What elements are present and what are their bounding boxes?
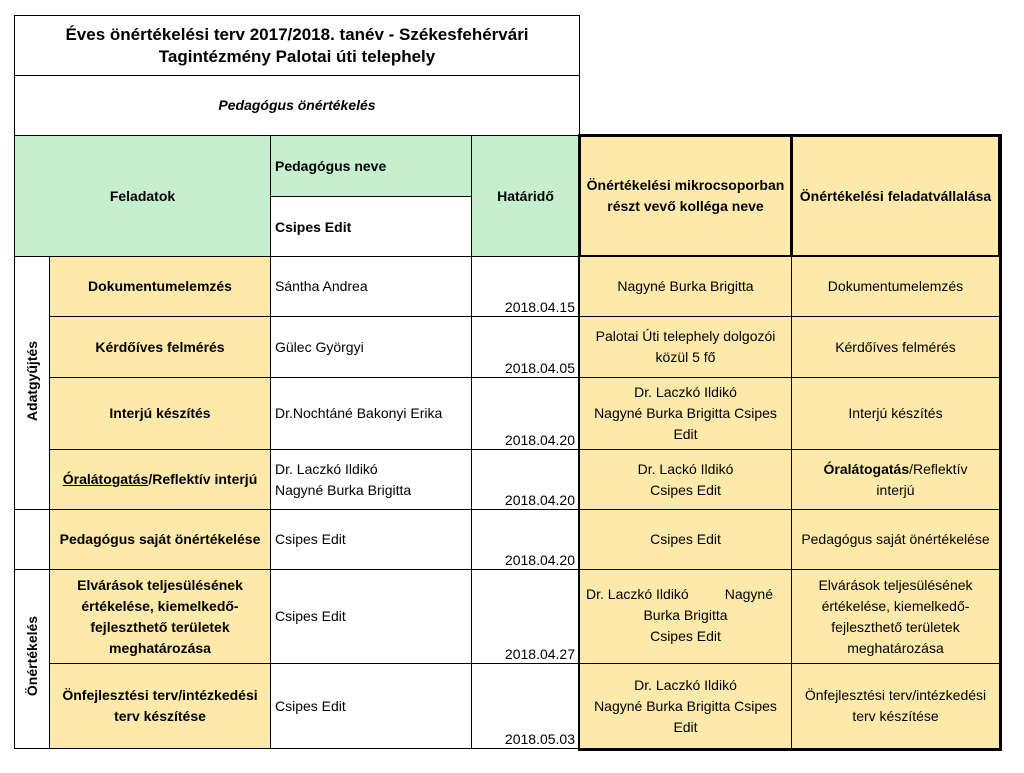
row-4-colleague-label: Dr. Lackó Ildikó Csipes Edit xyxy=(637,460,734,498)
header-mikrocsoport xyxy=(579,135,792,257)
row-4-person-label: Dr. Laczkó Ildikó Nagyné Burka Brigitta xyxy=(275,460,412,498)
header-feladatvallalas xyxy=(791,135,1000,257)
row-5-date-cell xyxy=(471,509,580,570)
row-6-date-cell xyxy=(471,569,580,664)
row-5-undertaking-label: Pedagógus saját önértékelése xyxy=(801,531,990,547)
row-7-date-cell xyxy=(471,663,580,749)
row-4-task-b: /Reflektív interjú xyxy=(148,471,258,487)
row-6-task xyxy=(49,569,271,664)
row-1-undertaking-label: Dokumentumelemzés xyxy=(827,278,964,294)
row-5-task-label: Pedagógus saját önértékelése xyxy=(59,531,261,547)
subtitle-cell xyxy=(14,75,580,136)
header-pedagogus-name-value xyxy=(270,196,472,257)
row-2-undertaking-label: Kérdőíves felmérés xyxy=(835,338,956,355)
row-1-person-label: Sántha Andrea xyxy=(275,278,368,294)
row-3-undertaking-label: Interjú készítés xyxy=(848,405,943,421)
row-4-undertaking-b: /Reflektív interjú xyxy=(876,460,968,498)
header-hatarido xyxy=(471,135,580,257)
row-4-colleague xyxy=(579,449,792,510)
row-6-undertaking-label: Elvárások teljesülésének értékelése, kiemelkedő- fejleszthető területek meghatározása xyxy=(818,576,973,656)
row-6-colleague-a: Dr. Laczkó Ildikó xyxy=(586,586,689,602)
header-pedagogus-name-value-label: Csipes Edit xyxy=(275,219,352,235)
subtitle: Pedagógus önértékelés xyxy=(218,97,376,113)
group-onertekeles-label: Önértékelés xyxy=(24,615,40,697)
row-6-colleague-c: Burka Brigitta Csipes Edit xyxy=(643,607,728,644)
row-3-task xyxy=(49,377,271,450)
row-7-undertaking-label: Önfejlesztési terv/intézkedési terv készítése xyxy=(804,687,987,724)
row-7-colleague xyxy=(579,663,792,749)
title-cell xyxy=(14,15,580,76)
row-5-person xyxy=(270,509,472,570)
row-4-undertaking-a: Óralátogatás xyxy=(823,460,910,477)
row-1-colleague xyxy=(579,256,792,317)
row-6-person xyxy=(270,569,472,664)
row-2-person-label: Gülec Györgyi xyxy=(275,338,364,355)
row-2-date-cell xyxy=(471,316,580,378)
row-7-task xyxy=(49,663,271,749)
row-3-date: 2018.04.20 xyxy=(504,432,575,448)
row-3-colleague xyxy=(579,377,792,450)
row-6-colleague xyxy=(579,569,792,664)
row-5-colleague-label: Csipes Edit xyxy=(650,531,721,547)
row-2-undertaking xyxy=(791,316,1000,378)
row-3-date-cell xyxy=(471,377,580,450)
row-1-person xyxy=(270,256,472,317)
row-5-colleague xyxy=(579,509,792,570)
row-2-colleague-label: Palotai Úti telephely dolgozói közül 5 fő xyxy=(595,328,776,365)
row-4-task-a: Óralátogatás xyxy=(62,471,149,487)
row-2-person xyxy=(270,316,472,378)
header-feladatok-label: Feladatok xyxy=(109,187,176,204)
row-3-colleague-label: Dr. Laczkó Ildikó Nagyné Burka Brigitta Csipes Edit xyxy=(594,384,777,442)
row-7-date: 2018.05.03 xyxy=(504,731,575,747)
row-7-colleague-label: Dr. Laczkó Ildikó Nagyné Burka Brigitta Csipes Edit xyxy=(594,676,777,735)
title-line-2: Tagintézmény Palotai úti telephely xyxy=(158,46,436,66)
row-1-date: 2018.04.15 xyxy=(504,299,575,315)
row-2-colleague xyxy=(579,316,792,378)
header-pedagogus-neve-label: Pedagógus neve xyxy=(275,157,387,174)
header-feladatvallalas-label: Önértékelési feladatvállalása xyxy=(799,187,992,204)
row-1-colleague-label: Nagyné Burka Brigitta xyxy=(617,278,754,294)
row-2-task xyxy=(49,316,271,378)
row-6-date: 2018.04.27 xyxy=(504,646,575,662)
title-line-1: Éves önértékelési terv 2017/2018. tanév - Székesfehérvári xyxy=(65,24,529,44)
row-1-task xyxy=(49,256,271,317)
row-5-date: 2018.04.20 xyxy=(504,552,575,568)
header-feladatok xyxy=(14,135,271,257)
header-hatarido-label: Határidő xyxy=(497,187,554,204)
row-5-person-label: Csipes Edit xyxy=(275,531,346,547)
row-7-person xyxy=(270,663,472,749)
row-4-person xyxy=(270,449,472,510)
row-6-task-label: Elvárások teljesülésének értékelése, kiemelkedő- fejleszthető területek meghatározása xyxy=(77,576,243,656)
row-2-date: 2018.04.05 xyxy=(504,360,575,376)
row-3-task-label: Interjú készítés xyxy=(109,405,211,421)
row-6-person-label: Csipes Edit xyxy=(275,608,346,624)
row-1-task-label: Dokumentumelemzés xyxy=(88,278,232,294)
group-empty-cell xyxy=(14,509,50,570)
header-mikrocsoport-label: Önértékelési mikrocsoporban részt vevő kolléga neve xyxy=(586,177,785,214)
row-7-undertaking xyxy=(791,663,1000,749)
row-4-undertaking xyxy=(791,449,1000,510)
row-2-task-label: Kérdőíves felmérés xyxy=(95,338,225,355)
row-3-person-label: Dr.Nochtáné Bakonyi Erika xyxy=(275,405,443,421)
row-7-task-label: Önfejlesztési terv/intézkedési terv készítése xyxy=(62,687,258,724)
row-6-undertaking xyxy=(791,569,1000,664)
row-3-undertaking xyxy=(791,377,1000,450)
row-5-undertaking xyxy=(791,509,1000,570)
group-adatgyujtes-label: Adatgyűjtés xyxy=(24,340,40,422)
row-7-person-label: Csipes Edit xyxy=(275,697,346,714)
header-pedagogus-neve xyxy=(270,135,472,197)
row-1-undertaking xyxy=(791,256,1000,317)
row-5-task xyxy=(49,509,271,570)
row-4-date: 2018.04.20 xyxy=(504,492,575,508)
row-3-person xyxy=(270,377,472,450)
row-4-task xyxy=(49,449,271,510)
row-4-date-cell xyxy=(471,449,580,510)
row-6-colleague-b: Nagyné xyxy=(724,586,773,602)
row-1-date-cell xyxy=(471,256,580,317)
